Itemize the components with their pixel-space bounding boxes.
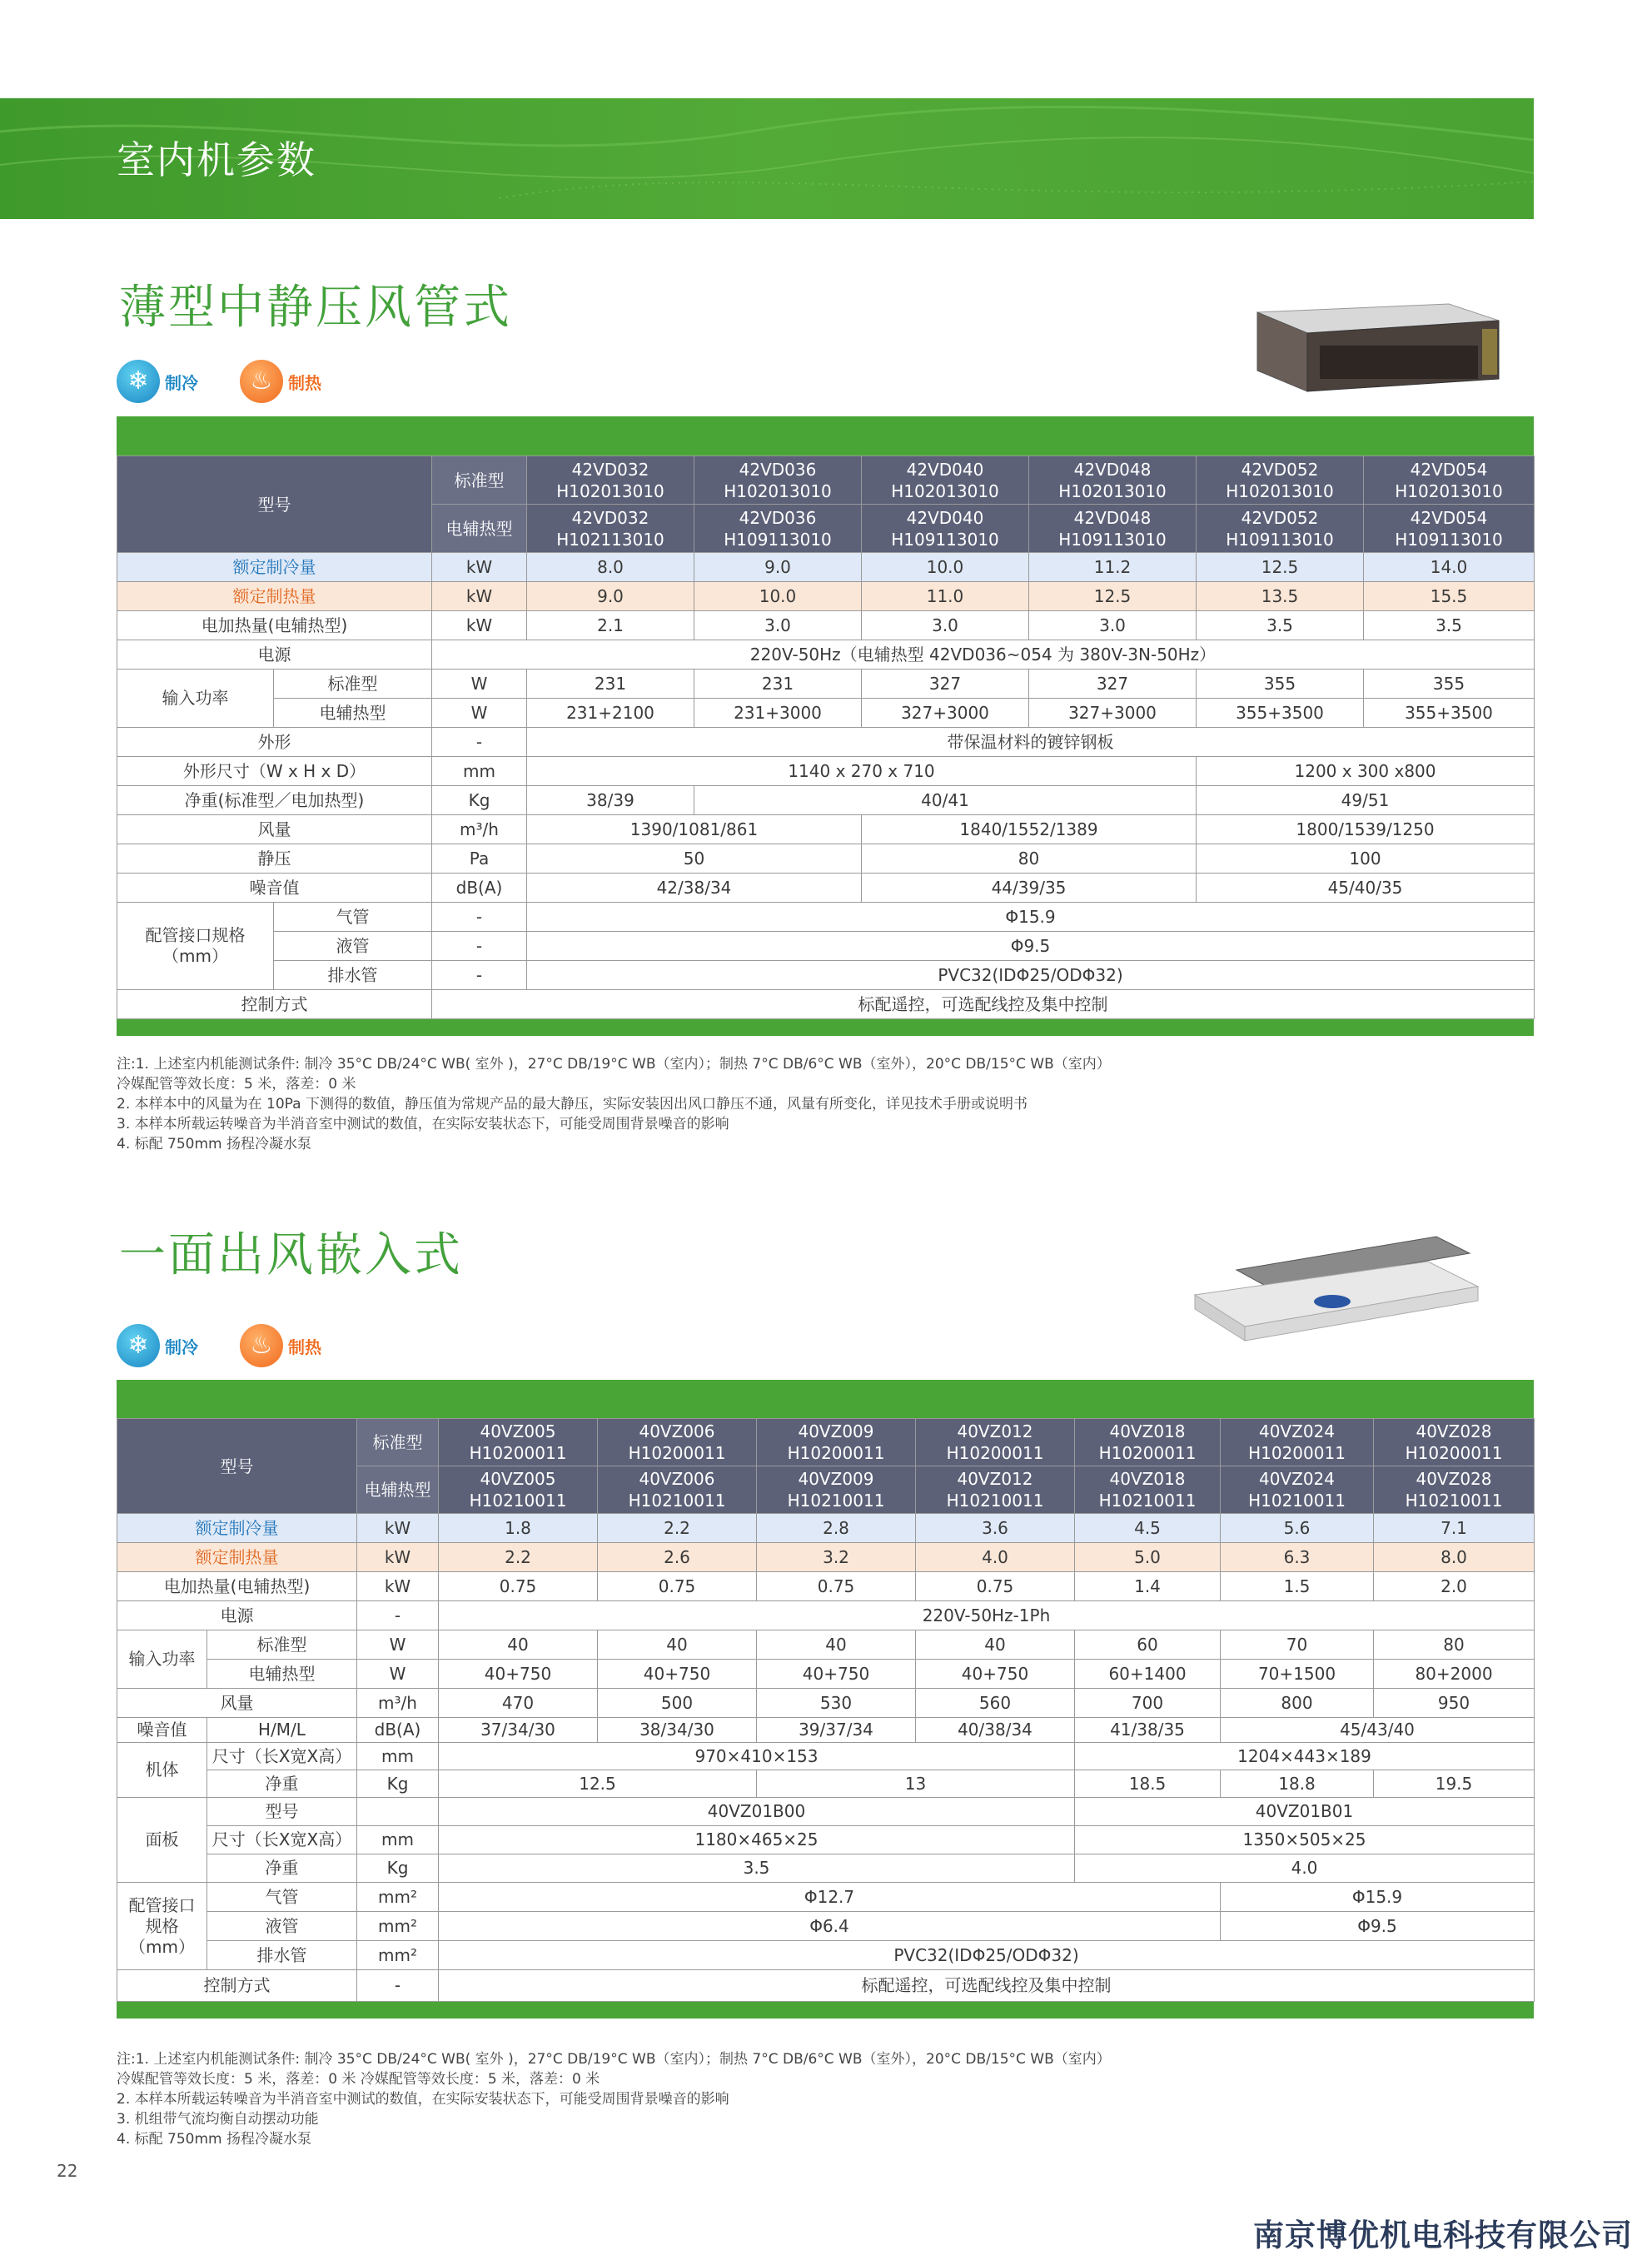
cooling-badge-label: 制冷 xyxy=(165,1337,198,1357)
cooling-badge xyxy=(117,1324,198,1367)
elec-model-cell: 42VD048 H109113010 xyxy=(1029,505,1197,553)
airflow-row: 风量 m³/h 470 500 530 560 700 800 950 xyxy=(117,1689,1535,1718)
cooling-badge-label: 制冷 xyxy=(165,372,198,393)
std-model-cell: 40VZ006 H10200011 xyxy=(598,1419,757,1466)
section2-badges xyxy=(117,1324,321,1367)
heating-badge xyxy=(240,360,321,403)
control-row: 控制方式 - 标配遥控，可选配线控及集中控制 xyxy=(117,1970,1535,2002)
banner-title: 室内机参数 xyxy=(117,137,316,182)
panel-weight-row: 净重 Kg 3.5 4.0 xyxy=(117,1854,1535,1883)
section1-badges xyxy=(117,360,321,403)
std-model-cell: 40VZ028 H10200011 xyxy=(1374,1419,1535,1466)
gas-pipe-row: 配管接口 规格 （mm） 气管 mm² Φ12.7 Φ15.9 xyxy=(117,1883,1535,1912)
elec-model-cell: 40VZ018 H10210011 xyxy=(1075,1466,1221,1514)
elec-type-label: 电辅热型 xyxy=(432,505,527,553)
drain-pipe-row: 排水管 mm² PVC32(IDΦ25/ODΦ32) xyxy=(117,1941,1535,1970)
appearance-row: 外形 - 带保温材料的镀锌钢板 xyxy=(117,728,1535,757)
std-model-cell: 42VD054 H102013010 xyxy=(1364,456,1535,505)
gas-pipe-row: 配管接口规格 （mm） 气管 - Φ15.9 xyxy=(117,903,1535,932)
pipe-spec-label: 配管接口 规格 （mm） xyxy=(117,1883,207,1970)
std-type-label: 标准型 xyxy=(432,456,527,505)
page-number: 22 xyxy=(57,2161,78,2181)
power-supply-row: 电源 - 220V-50Hz-1Ph xyxy=(117,1601,1535,1630)
pipe-spec-label: 配管接口规格 （mm） xyxy=(117,903,274,990)
section2-notes: 注:1. 上述室内机能测试条件: 制冷 35°C DB/24°C WB( 室外 )，27°C DB/19°C WB（室内）；制热 7°C DB/6°C WB（室外），20°C DB/15°C WB（室内） 冷媒配管等效长度：5 米，落差：0 米 冷媒配管等效长度：5 米，落差：0 米 2. 本样本所载运转噪音为半消音室中测试的数值，在实际安装状态下，可能受周围背景噪音的影响 3. 机组带气流均衡自动摆动功能 4. 标配 750mm 扬程冷凝水泵 xyxy=(117,2051,1111,2148)
snowflake-icon: ❄ xyxy=(117,1324,160,1367)
cooling-row: 额定制冷量 kW 8.0 9.0 10.0 11.2 12.5 14.0 xyxy=(117,553,1535,582)
std-model-cell: 42VD052 H102013010 xyxy=(1197,456,1364,505)
std-model-cell: 40VZ005 H10200011 xyxy=(439,1419,598,1466)
company-name: 南京博优机电科技有限公司 xyxy=(1253,2218,1633,2253)
input-power-elec-row: 电辅热型 W 40+750 40+750 40+750 40+750 60+1400 70+1500 80+2000 xyxy=(117,1660,1535,1689)
input-power-elec-row: 电辅热型 W 231+2100 231+3000 327+3000 327+3000 355+3500 355+3500 xyxy=(117,699,1535,728)
cooling-row: 额定制冷量 kW 1.8 2.2 2.8 3.6 4.5 5.6 7.1 xyxy=(117,1514,1535,1543)
elec-model-cell: 42VD052 H109113010 xyxy=(1197,505,1364,553)
weight-row: 净重(标准型／电加热型) Kg 38/39 40/41 49/51 xyxy=(117,786,1535,815)
std-model-cell: 42VD036 H102013010 xyxy=(694,456,862,505)
elec-type-label: 电辅热型 xyxy=(357,1466,439,1514)
elec-model-cell: 40VZ012 H10210011 xyxy=(916,1466,1075,1514)
liquid-pipe-row: 液管 mm² Φ6.4 Φ9.5 xyxy=(117,1912,1535,1941)
noise-row: 噪音值 dB(A) 42/38/34 44/39/35 45/40/35 xyxy=(117,874,1535,903)
elec-heat-row: 电加热量(电辅热型) kW 2.1 3.0 3.0 3.0 3.5 3.5 xyxy=(117,611,1535,640)
panel-model-row: 面板 型号 40VZ01B00 40VZ01B01 xyxy=(117,1798,1535,1826)
power-supply-row: 电源 220V-50Hz（电辅热型 42VD036~054 为 380V-3N-50Hz） xyxy=(117,640,1535,670)
body-weight-row: 净重 Kg 12.5 13 18.5 18.8 19.5 xyxy=(117,1770,1535,1798)
panel-size-row: 尺寸（长X宽X高） mm 1180×465×25 1350×505×25 xyxy=(117,1826,1535,1854)
static-pressure-row: 静压 Pa 50 80 100 xyxy=(117,844,1535,874)
noise-row: 噪音值 H/M/L dB(A) 37/34/30 38/34/30 39/37/34 40/38/34 41/38/35 45/43/40 xyxy=(117,1718,1535,1743)
model-header: 型号 xyxy=(117,456,432,553)
cassette-unit-image xyxy=(1187,1228,1486,1353)
std-model-cell: 40VZ018 H10200011 xyxy=(1075,1419,1221,1466)
std-model-cell: 42VD040 H102013010 xyxy=(862,456,1029,505)
heating-badge xyxy=(240,1324,321,1367)
elec-model-cell: 40VZ009 H10210011 xyxy=(757,1466,916,1514)
elec-model-cell: 40VZ028 H10210011 xyxy=(1374,1466,1535,1514)
duct-unit-image xyxy=(1241,296,1507,400)
section2-spec-table xyxy=(117,1380,1534,2019)
heating-badge-label: 制热 xyxy=(288,372,321,393)
model-header: 型号 xyxy=(117,1419,357,1514)
std-model-cell: 40VZ024 H10200011 xyxy=(1221,1419,1374,1466)
std-model-cell: 42VD048 H102013010 xyxy=(1029,456,1197,505)
std-model-cell: 40VZ012 H10200011 xyxy=(916,1419,1075,1466)
thermometer-icon: ♨ xyxy=(240,360,283,403)
std-type-label: 标准型 xyxy=(357,1419,439,1466)
elec-model-cell: 40VZ024 H10210011 xyxy=(1221,1466,1374,1514)
airflow-row: 风量 m³/h 1390/1081/861 1840/1552/1389 1800/1539/1250 xyxy=(117,815,1535,844)
thermometer-icon: ♨ xyxy=(240,1324,283,1367)
section1-title: 薄型中静压风管式 xyxy=(119,281,512,335)
section1-spec-table xyxy=(117,416,1534,1036)
heating-badge-label: 制热 xyxy=(288,1337,321,1357)
elec-model-cell: 42VD032 H102113010 xyxy=(527,505,694,553)
elec-model-cell: 40VZ006 H10210011 xyxy=(598,1466,757,1514)
heating-row: 额定制热量 kW 9.0 10.0 11.0 12.5 13.5 15.5 xyxy=(117,582,1535,611)
liquid-pipe-row: 液管 - Φ9.5 xyxy=(117,932,1535,961)
section1-notes: 注:1. 上述室内机能测试条件: 制冷 35°C DB/24°C WB( 室外 )，27°C DB/19°C WB（室内）；制热 7°C DB/6°C WB（室外），20°C DB/15°C WB（室内） 冷媒配管等效长度：5 米，落差：0 米 2. 本样本中的风量为在 10Pa 下测得的数值，静压值为常规产品的最大静压，实际安装因出风口静压不通，风量有所变化，详见技术手册或说明书 3. 本样本所载运转噪音为半消音室中测试的数值，在实际安装状态下，可能受周围背景噪音的影响 4. 标配 750mm 扬程冷凝水泵 xyxy=(117,1056,1111,1152)
dimensions-row: 外形尺寸（W x H x D） mm 1140 x 270 x 710 1200 x 300 x800 xyxy=(117,757,1535,786)
drain-pipe-row: 排水管 - PVC32(IDΦ25/ODΦ32) xyxy=(117,961,1535,990)
elec-model-cell: 42VD036 H109113010 xyxy=(694,505,862,553)
std-model-cell: 40VZ009 H10200011 xyxy=(757,1419,916,1466)
input-power-std-row: 输入功率 标准型 W 231 231 327 327 355 355 xyxy=(117,670,1535,699)
elec-model-cell: 40VZ005 H10210011 xyxy=(439,1466,598,1514)
cooling-badge xyxy=(117,360,198,403)
elec-model-cell: 42VD040 H109113010 xyxy=(862,505,1029,553)
heating-row: 额定制热量 kW 2.2 2.6 3.2 4.0 5.0 6.3 8.0 xyxy=(117,1543,1535,1572)
section2-title: 一面出风嵌入式 xyxy=(119,1228,463,1282)
header-banner xyxy=(0,98,1534,219)
body-size-row: 机体 尺寸（长X宽X高） mm 970×410×153 1204×443×189 xyxy=(117,1743,1535,1770)
input-power-std-row: 输入功率 标准型 W 40 40 40 40 60 70 80 xyxy=(117,1630,1535,1660)
elec-heat-row: 电加热量(电辅热型) kW 0.75 0.75 0.75 0.75 1.4 1.5 2.0 xyxy=(117,1572,1535,1601)
std-model-cell: 42VD032 H102013010 xyxy=(527,456,694,505)
control-row: 控制方式 标配遥控，可选配线控及集中控制 xyxy=(117,990,1535,1019)
elec-model-cell: 42VD054 H109113010 xyxy=(1364,505,1535,553)
snowflake-icon: ❄ xyxy=(117,360,160,403)
